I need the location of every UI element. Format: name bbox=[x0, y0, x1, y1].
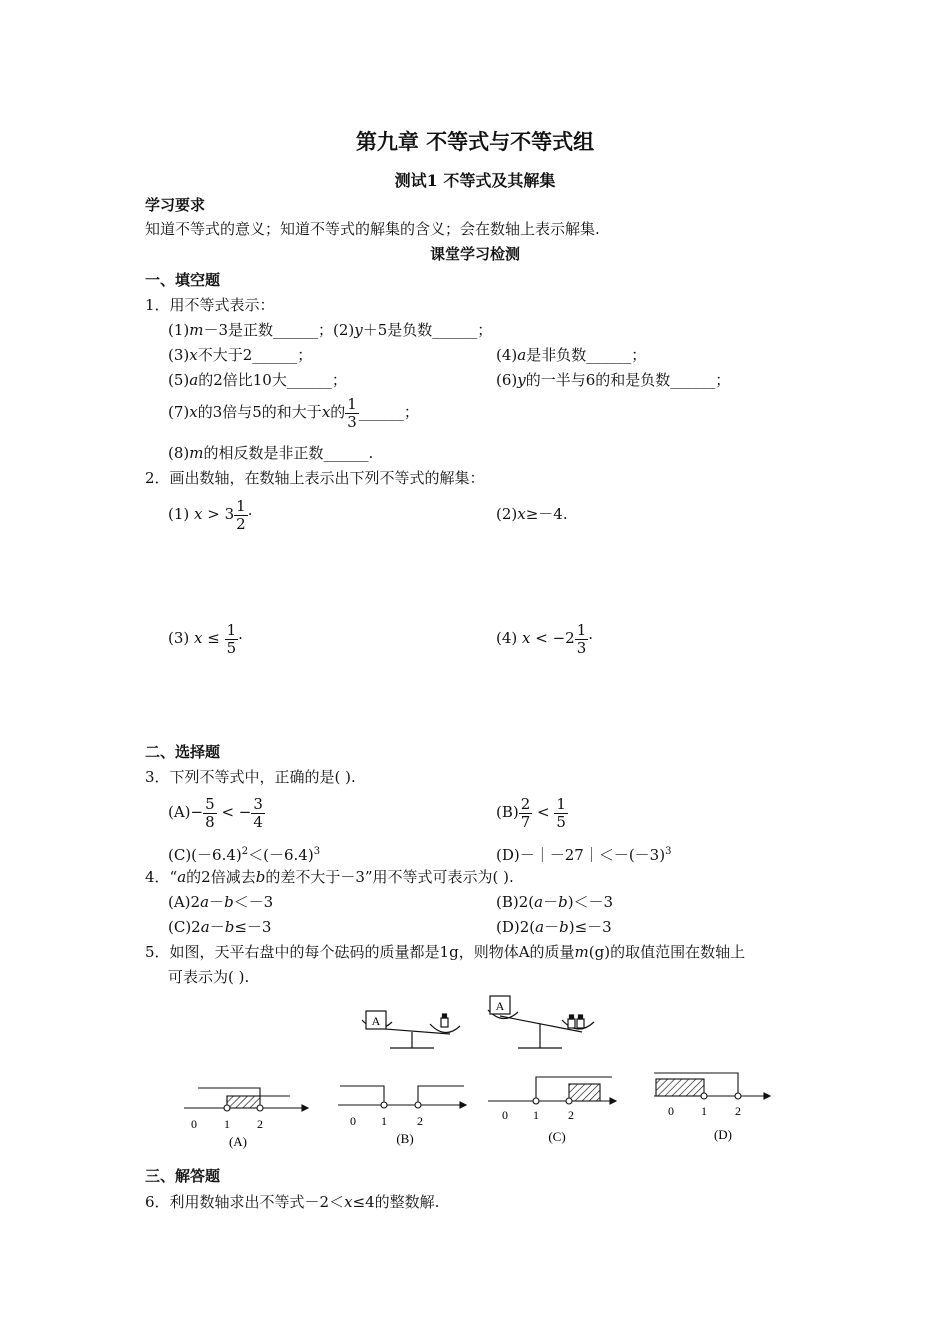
q2-part1: (1) x > 3 $\frac{1}{2}$ · bbox=[168, 496, 253, 533]
q1-stem: 1．用不等式表示： bbox=[145, 296, 275, 314]
q4-option-a: (A)2a－b＜－3 bbox=[168, 893, 274, 911]
number-line-options bbox=[170, 1060, 790, 1150]
q5-stem-line1: 5．如图，天平右盘中的每个砝码的质量都是1g，则物体A的质量m(g)的取值范围在数轴上 bbox=[145, 943, 746, 961]
weight-box-label: A bbox=[371, 1014, 381, 1028]
tick-label: 2 bbox=[568, 1108, 574, 1122]
q4-option-c: (C)2a－b≤－3 bbox=[168, 918, 272, 936]
q1-part3: (3)x不大于2______； bbox=[168, 346, 313, 364]
fraction: $\frac{3}{4}$ bbox=[253, 794, 263, 831]
q3-option-c: $(C)(-6.4)^2<(-6.4)^3$ bbox=[168, 846, 321, 864]
tick-label: 1 bbox=[533, 1108, 539, 1122]
option-label: (B) bbox=[396, 1131, 414, 1146]
q3-option-d: $(D)-|-27|<-(-3)^3$ bbox=[496, 846, 672, 864]
q4-stem: 4．“a的2倍减去b的差不大于－3”用不等式可表示为( ). bbox=[145, 868, 514, 886]
option-label: (C) bbox=[548, 1129, 566, 1144]
balance-scales-figure bbox=[350, 990, 610, 1060]
q2-part3: (3) x ≤ $\frac{1}{5}$ · bbox=[168, 620, 243, 657]
tick-label: 2 bbox=[257, 1117, 263, 1131]
tick-label: 0 bbox=[668, 1104, 674, 1118]
q2-stem: 2．画出数轴，在数轴上表示出下列不等式的解集： bbox=[145, 469, 485, 487]
requirements-heading: 学习要求 bbox=[145, 196, 206, 214]
classroom-heading: 课堂学习检测 bbox=[429, 245, 520, 263]
q5-stem-line2: 可表示为( ). bbox=[168, 968, 250, 986]
fraction: $\frac{1}{3}$ bbox=[347, 394, 357, 431]
fraction: $\frac{2}{7}$ bbox=[520, 794, 531, 831]
fraction: $\frac{1}{2}$ bbox=[236, 496, 246, 533]
q4-option-b: (B)2(a－b)＜－3 bbox=[496, 893, 614, 911]
q2-part2: (2)x≥－4. bbox=[496, 505, 568, 523]
option-label: (D) bbox=[713, 1127, 733, 1142]
q1-part8: (8)m的相反数是非正数______. bbox=[168, 444, 374, 462]
section1-heading: 一、填空题 bbox=[145, 271, 221, 289]
fraction: $\frac{5}{8}$ bbox=[205, 794, 215, 831]
tick-label: 0 bbox=[350, 1114, 356, 1128]
number-line-option-c bbox=[488, 1077, 616, 1104]
tick-label: 0 bbox=[191, 1117, 197, 1131]
test-title: 测试1 不等式及其解集 bbox=[394, 171, 556, 190]
q1-part5: (5)a的2倍比10大______； bbox=[168, 371, 347, 389]
q3-option-a: (A)− $\frac{5}{8}$ < − $\frac{3}{4}$ bbox=[168, 794, 263, 831]
q6-stem: 6．利用数轴求出不等式－2＜x≤4的整数解. bbox=[145, 1193, 440, 1211]
q4-option-d: (D)2(a－b)≤－3 bbox=[496, 918, 612, 936]
q1-part6: (6)y的一半与6的和是负数______； bbox=[496, 371, 731, 389]
tick-label: 0 bbox=[502, 1108, 508, 1122]
fraction: $\frac{1}{3}$ bbox=[576, 620, 587, 657]
tick-label: 1 bbox=[224, 1117, 230, 1131]
q3-stem: 3．下列不等式中，正确的是( ). bbox=[145, 768, 356, 786]
q1-part1: (1)m－3是正数______；(2)y＋5是负数______； bbox=[168, 321, 493, 339]
option-label: (A) bbox=[228, 1134, 248, 1149]
q2-part4: (4) x < −2 $\frac{1}{3}$ · bbox=[496, 620, 594, 657]
section2-heading: 二、选择题 bbox=[145, 743, 221, 761]
tick-label: 2 bbox=[735, 1104, 741, 1118]
number-line-option-b bbox=[338, 1086, 466, 1108]
q1-part7: (7)x的3倍与5的和大于x的 $\frac{1}{3}$ ______； bbox=[168, 394, 419, 431]
section3-heading: 三、解答题 bbox=[145, 1167, 221, 1185]
weight-box-label: A bbox=[495, 999, 505, 1013]
fraction: $\frac{1}{5}$ bbox=[556, 794, 566, 831]
tick-label: 1 bbox=[701, 1104, 707, 1118]
q3-option-b: (B) $\frac{2}{7}$ < $\frac{1}{5}$ bbox=[496, 794, 566, 831]
tick-label: 2 bbox=[417, 1114, 423, 1128]
number-line-option-d bbox=[654, 1073, 770, 1099]
chapter-title: 第九章 不等式与不等式组 bbox=[355, 129, 595, 154]
fraction: $\frac{1}{5}$ bbox=[226, 620, 237, 657]
tick-label: 1 bbox=[381, 1114, 387, 1128]
number-line-option-a bbox=[184, 1088, 308, 1111]
requirements-text: 知道不等式的意义；知道不等式的解集的含义；会在数轴上表示解集. bbox=[145, 220, 600, 238]
q1-part4: (4)a是非负数______； bbox=[496, 346, 647, 364]
